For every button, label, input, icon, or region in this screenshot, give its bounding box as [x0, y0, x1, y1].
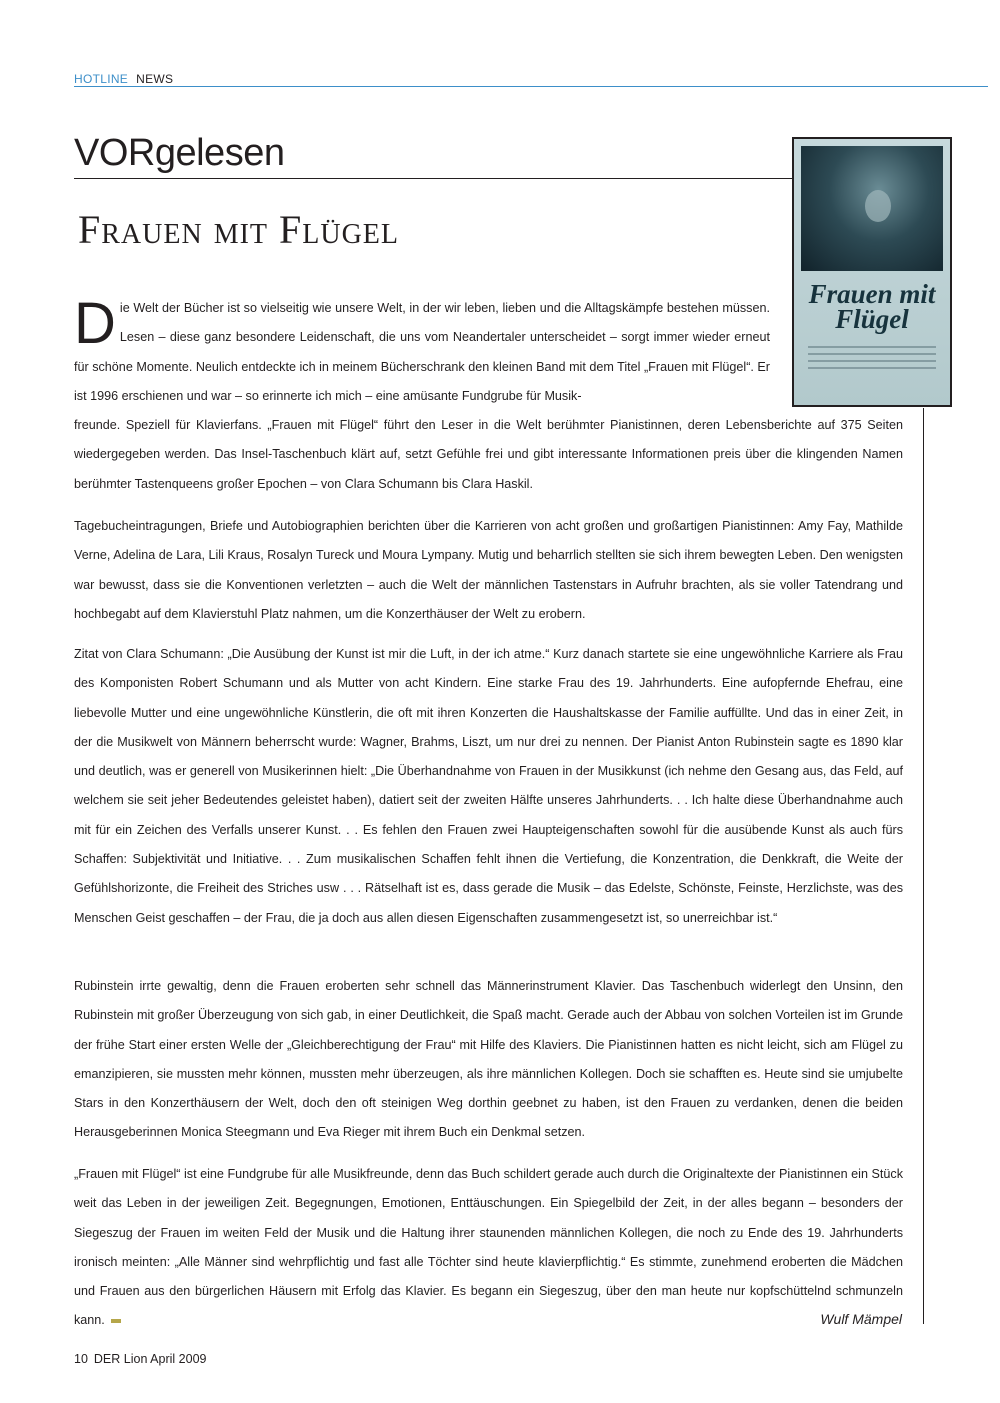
- paragraph-1-text: ie Welt der Bücher ist so vielseitig wie unsere Welt, in der wir leben, lieben und die Alltagskämpfe bestehen müssen. Lesen – diese ganz besondere Leidenschaft, die uns vom Neandertaler unterscheidet – sorgt immer wieder erneut für schöne Momente. Neulich entdeckte ich in meinem Bücherschrank den kleinen Band mit dem Titel „Frauen mit Flügel“. Er ist 1996 erschienen und war – so erinnerte ich mich – eine amüsante Fundgrube für Musik-: [74, 301, 770, 403]
- article-paragraph-1-cont: freunde. Speziell für Klavierfans. „Frauen mit Flügel“ führt den Leser in die Welt berühmter Pianistinnen, deren Lebensberichte auf 375 Seiten wiedergegeben werden. Das Insel-Taschenbuch klärt auf, setzt Gefühle frei und gibt interessante Informationen preis über die klingenden Namen berühmter Tastenqueens großer Epochen – von Clara Schumann bis Clara Haskil.: [74, 418, 903, 491]
- category-label: NEWS: [136, 72, 174, 86]
- article-paragraph-4: Rubinstein irrte gewaltig, denn die Frauen eroberten sehr schnell das Männerinstrument Klavier. Das Taschenbuch widerlegt den Unsinn, den Rubinstein mit großer Überzeugung von sich gab, in einer Deutlichkeit, die Spaß macht. Gerade auch der Abbau von solchen Vorteilen ist im Grunde der frühe Start einer ersten Welle der „Gleichberechtigung der Frau“ mit Hilfe des Klaviers. Die Pianistinnen hatten es nicht leicht, sich am Flügel zu emanzipieren, sie mussten mehr können, mussten mehr überzeugen, als ihre männlichen Kollegen. Doch sie schafften es. Heute sind sie umjubelte Stars in den Konzerthäusern der Welt, doch den oft steinigen Weg dorthin geebnet zu haben, ist den Frauen zu verdanken, denen die beiden Herausgeberinnen Monica Steegmann und Eva Rieger mit ihrem Buch ein Denkmal setzen.: [74, 979, 903, 1140]
- page-footer: [74, 1352, 206, 1366]
- paragraph-5-text: „Frauen mit Flügel“ ist eine Fundgrube für alle Musikfreunde, denn das Buch schildert gerade auch durch die Originaltexte der Pianistinnen ein Stück weit das Leben in der jeweiligen Zeit. Begegnungen, Emotionen, Enttäuschungen. Ein Spiegelbild der Zeit, in der alles begann – besonders der Siegeszug der Frauen im weiten Feld der Musik und die Haltung ihrer staunenden männlichen Kollegen, die noch zu Ende des 19. Jahrhunderts ironisch meinten: „Alle Männer sind wehrpflichtig und fast alle Töchter sind heute klavierpflichtig.“ Es stimmte, zunehmend eroberten die Mädchen und Frauen aus den bürgerlichen Häusern mit Erfolg das Klavier. Es begann ein Siegeszug, über den man heute nur kopfschüttelnd schmunzeln kann.: [74, 1167, 903, 1328]
- article-paragraph-2: Tagebucheintragungen, Briefe und Autobiographien berichten über die Karrieren von acht großen und großartigen Pianistinnen: Amy Fay, Mathilde Verne, Adelina de Lara, Lili Kraus, Rosalyn Tureck und Moura Lympany. Mutig und beharrlich stellten sie sich ihrem bewegten Leben. Den wenigsten war bewusst, dass sie die Konventionen verletzten – auch die Welt der männlichen Tastenstars in Aufruhr brachten, als sie voller Tatendrang und hochbegabt auf dem Klavierstuhl Platz nahmen, um die Konzerthäuser der Welt zu erobern.: [74, 519, 903, 621]
- section-title: VORgelesen: [74, 132, 285, 174]
- book-cover-image: [792, 137, 952, 407]
- header-rule: [74, 86, 988, 87]
- author-byline: Wulf Mämpel: [820, 1311, 902, 1327]
- section-label: HOTLINE: [74, 72, 129, 86]
- page-number: 10: [74, 1352, 88, 1366]
- running-header: [74, 72, 173, 86]
- end-mark-icon: [111, 1319, 121, 1323]
- cover-title: Frauen mit Flügel: [808, 279, 936, 334]
- publication-info: DER Lion April 2009: [93, 1352, 207, 1366]
- cover-photo: [801, 146, 943, 271]
- column-rule: [923, 408, 924, 1324]
- drop-cap: D: [74, 291, 116, 356]
- article-paragraph-3: Zitat von Clara Schumann: „Die Ausübung der Kunst ist mir die Luft, in der ich atme.“ Kurz danach startete sie eine ungewöhnliche Karriere als Frau des Komponisten Robert Schumann und als Mutter von acht Kindern. Eine starke Frau des 19. Jahrhunderts. Eine aufopfernde Ehefrau, eine liebevolle Mutter und eine ungewöhnliche Künstlerin, die oft mit ihren Konzerten die Haushaltskasse der Familie auffüllte. Und das in einer Zeit, in der die Musikwelt von Männern beherrscht wurde: Wagner, Brahms, Liszt, um nur drei zu nennen. Der Pianist Anton Rubinstein sagte es 1890 klar und deutlich, was er generell von Musikerinnen hielt: „Die Überhandnahme von Frauen in der Musikkunst (ich nehme den Gesang aus, das Feld, auf welchem sie seit jeher Bedeutendes geleistet haben), datiert seit der zweiten Hälfte unseres Jahrhunderts. . . Ich halte diese Überhandnahme auch mit für ein Zeichen des Verfalls unserer Kunst. . . Es fehlen den Frauen zwei Haupteigenschaften sowohl für die ausübende Kunst als auch fürs Schaffen: Subjektivität und Initiative. . . Zum musikalischen Schaffen fehlt ihnen die Vertiefung, die Konzentration, die Denkkraft, die Weite der Gefühlshorizonte, die Freiheit des Striches usw . . . Rätselhaft ist es, dass gerade die Musik – das Edelste, Schönste, Feinste, Herzlichste, was des Menschen Geist geschaffen – der Frau, die ja doch aus allen diesen Eigenschaften zusammengesetzt ist, so unerreichbar ist.“: [74, 647, 903, 925]
- article-headline: Frauen mit Flügel: [78, 207, 400, 252]
- article-paragraph-5: [74, 1160, 903, 1336]
- article-paragraph-1: [74, 291, 770, 411]
- section-rule: [74, 178, 796, 179]
